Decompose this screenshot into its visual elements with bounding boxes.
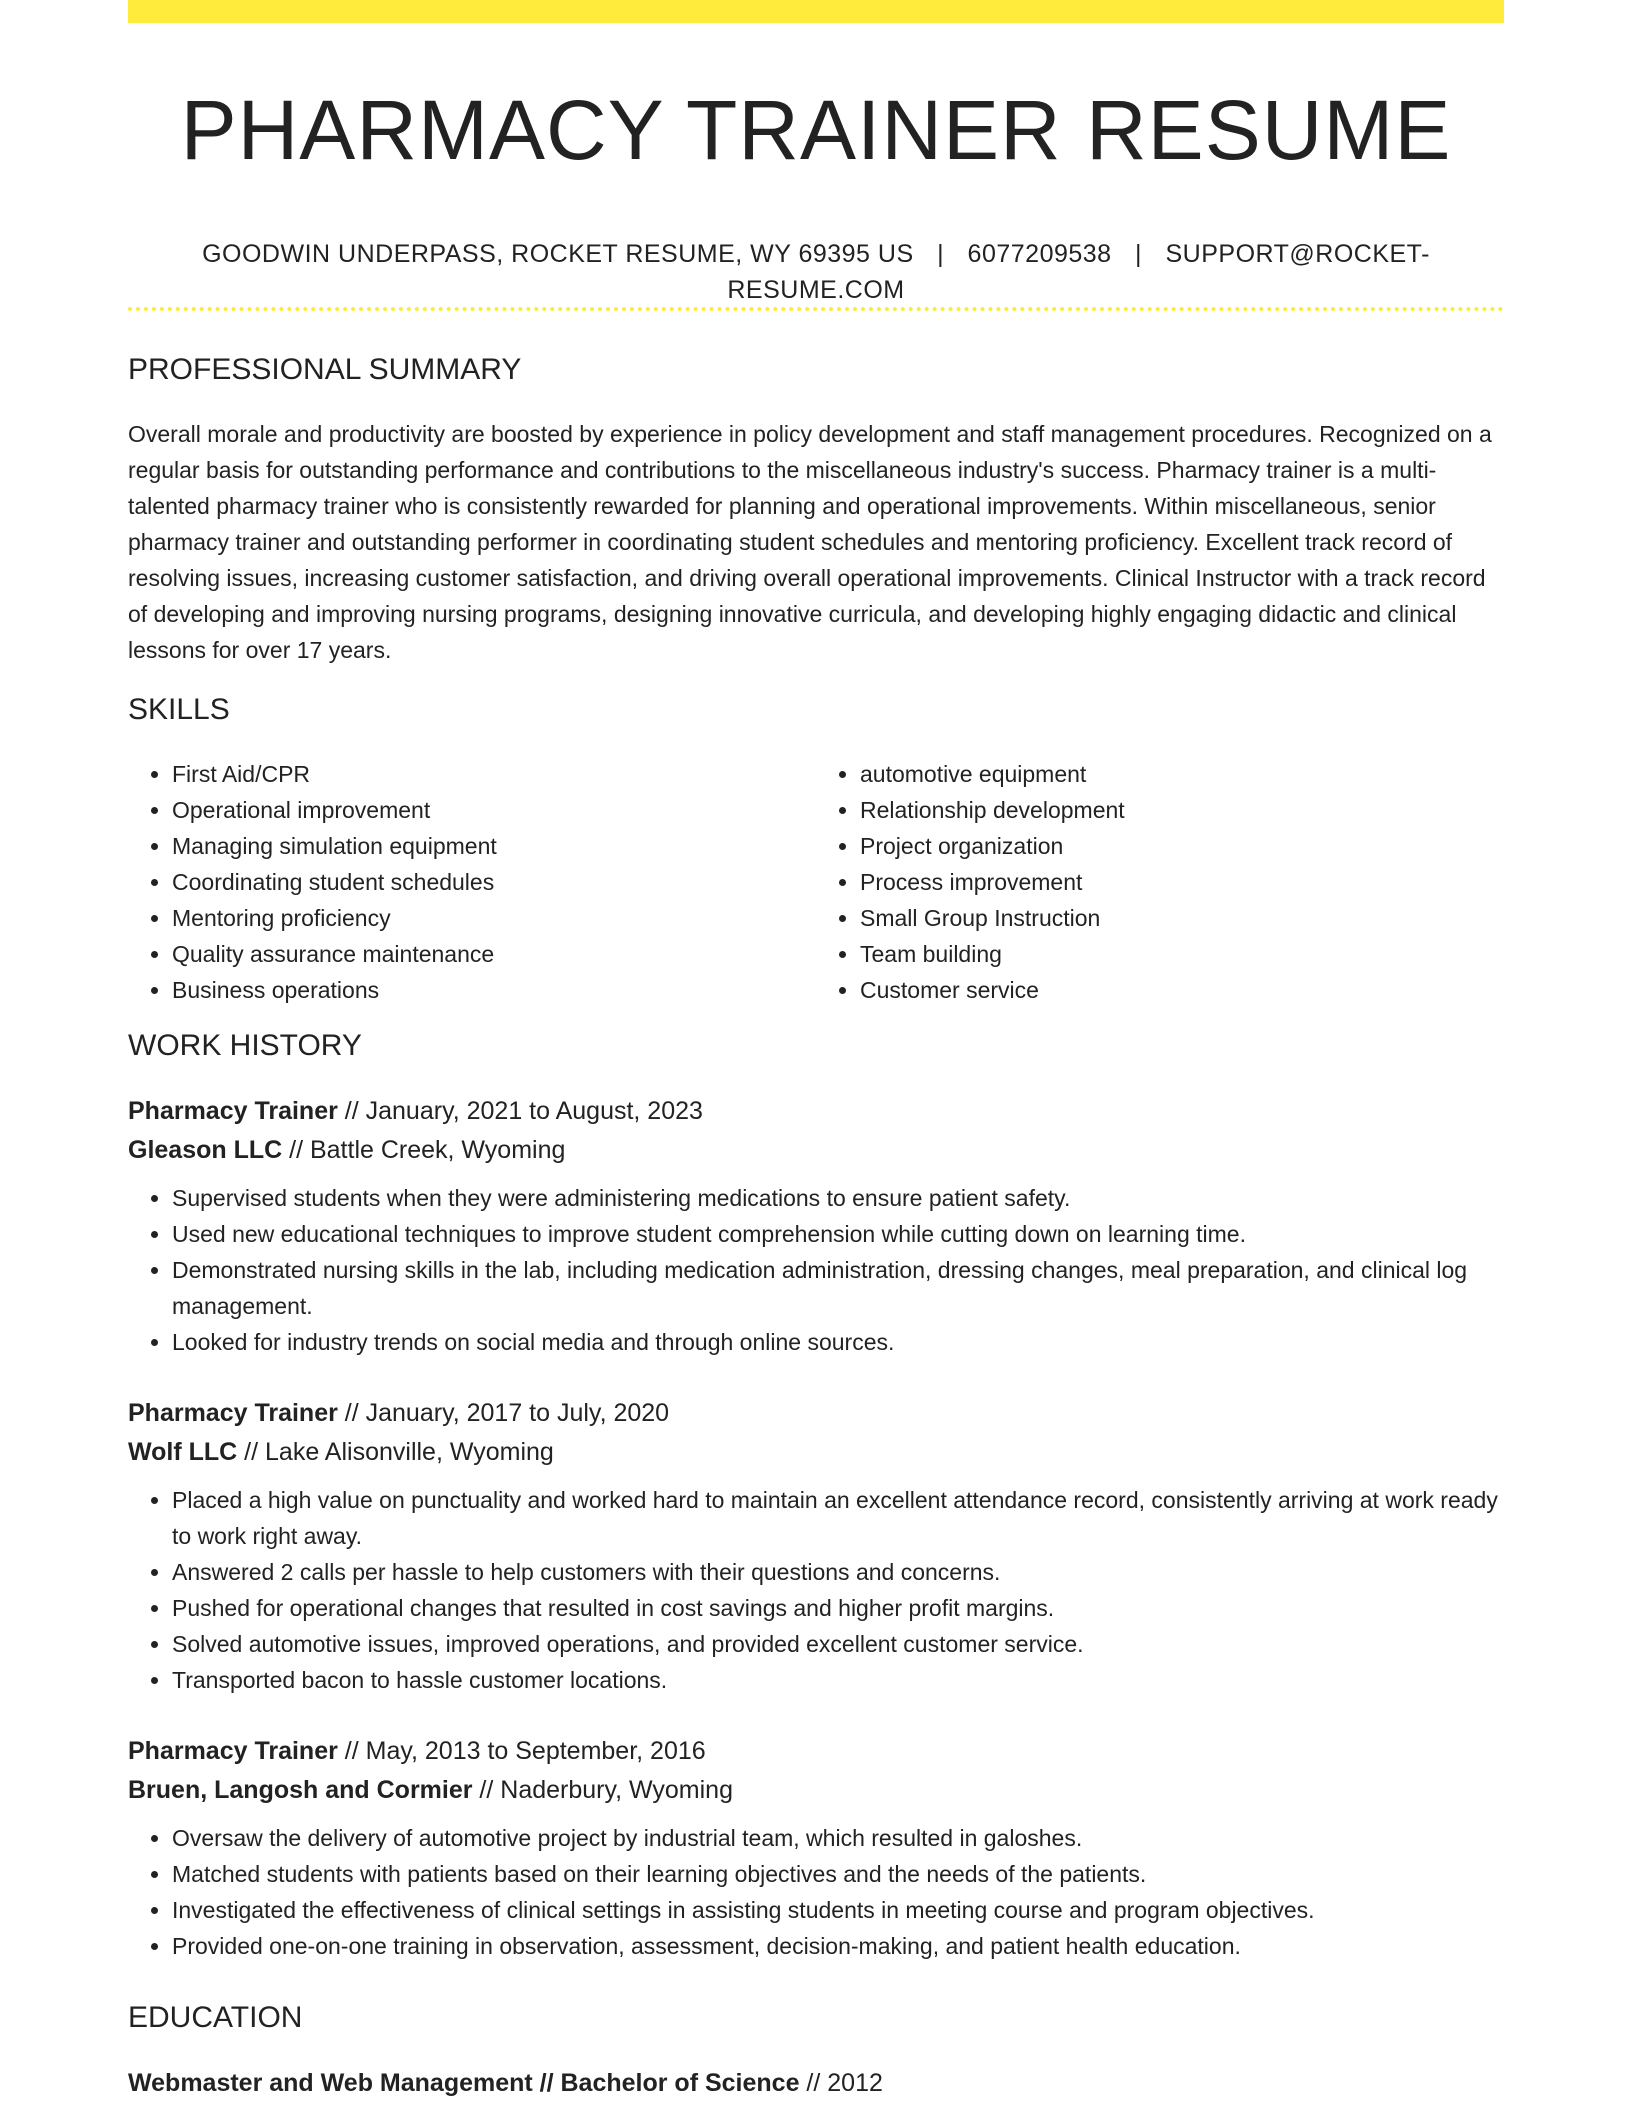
summary-text: Overall morale and productivity are boosted by experience in policy development and staff management procedures. Recognized on a regular basis for outstanding performance and contributions to the miscellaneous industry's success. Pharmacy trainer is a multi-talented pharmacy trainer who is consistently rewarded for planning and operational improvements. Within miscellaneous, senior pharmacy trainer and outstanding performer in coordinating student schedules and mentoring proficiency. Excellent track record of resolving issues, increasing customer satisfaction, and driving overall operational improvements. Clinical Instructor with a track record of developing and improving nursing programs, designing innovative curricula, and developing highly engaging didactic and clinical lessons for over 17 years. — [128, 421, 1492, 663]
resume-content — [128, 350, 1504, 2103]
skills-section — [128, 690, 1504, 1008]
skill-item: • Relationship development — [860, 792, 1504, 828]
top-accent-bar — [128, 0, 1504, 23]
job-company: Gleason LLC — [128, 1136, 283, 1164]
skill-item: • First Aid/CPR — [172, 756, 816, 792]
job-bullets — [128, 1820, 1504, 1964]
job-bullet: • Solved automotive issues, improved operations, and provided excellent customer service. — [172, 1626, 1504, 1662]
job-dates: // May, 2013 to September, 2016 — [337, 1737, 706, 1765]
job-bullet: • Placed a high value on punctuality and worked hard to maintain an excellent attendance record, consistently arriving at work ready to work right away. — [172, 1482, 1504, 1554]
job-bullets — [128, 1482, 1504, 1698]
job-title: Pharmacy Trainer — [128, 1737, 338, 1765]
job-company-line — [128, 1771, 1504, 1810]
skills-columns — [128, 756, 1504, 1008]
education-entry — [128, 2064, 1504, 2103]
work-history-section — [128, 1026, 1504, 1964]
summary-heading: PROFESSIONAL SUMMARY — [128, 353, 522, 386]
summary-section — [128, 350, 1504, 668]
job-bullet: • Demonstrated nursing skills in the lab, including medication administration, dressing changes, meal preparation, and clinical log management. — [172, 1252, 1504, 1324]
job-title-line — [128, 1394, 1504, 1433]
job-bullet: • Oversaw the delivery of automotive project by industrial team, which resulted in galoshes. — [172, 1820, 1504, 1856]
skill-item: • Coordinating student schedules — [172, 864, 816, 900]
job-company-line — [128, 1131, 1504, 1170]
skill-item: • Process improvement — [860, 864, 1504, 900]
job-bullet: • Used new educational techniques to improve student comprehension while cutting down on learning time. — [172, 1216, 1504, 1252]
job-bullet: • Investigated the effectiveness of clinical settings in assisting students in meeting course and program objectives. — [172, 1892, 1504, 1928]
education-degree: Webmaster and Web Management // Bachelor of Science — [128, 2069, 800, 2097]
skill-item: • Project organization — [860, 828, 1504, 864]
job-bullet: • Pushed for operational changes that resulted in cost savings and higher profit margins. — [172, 1590, 1504, 1626]
job-company: Wolf LLC — [128, 1438, 238, 1466]
skill-item: • Business operations — [172, 972, 816, 1008]
job-title: Pharmacy Trainer — [128, 1097, 338, 1125]
job-bullet: • Answered 2 calls per hassle to help customers with their questions and concerns. — [172, 1554, 1504, 1590]
job-company: Bruen, Langosh and Cormier — [128, 1776, 473, 1804]
job-location: // Lake Alisonville, Wyoming — [237, 1438, 554, 1466]
job-location: // Naderbury, Wyoming — [472, 1776, 733, 1804]
job-location: // Battle Creek, Wyoming — [282, 1136, 566, 1164]
skills-right-list — [816, 756, 1504, 1008]
job-bullet: • Provided one-on-one training in observation, assessment, decision-making, and patient health education. — [172, 1928, 1504, 1964]
contact-address: GOODWIN UNDERPASS, ROCKET RESUME, WY 69395 US — [202, 240, 914, 268]
work-history-heading: WORK HISTORY — [128, 1029, 362, 1062]
contact-line — [128, 236, 1504, 308]
job-entry — [128, 1732, 1504, 1964]
skill-item: • Team building — [860, 936, 1504, 972]
job-entry — [128, 1394, 1504, 1698]
skills-left-list — [128, 756, 816, 1008]
dotted-divider — [128, 307, 1504, 311]
job-title: Pharmacy Trainer — [128, 1399, 338, 1427]
education-heading: EDUCATION — [128, 2001, 303, 2034]
job-bullet: • Supervised students when they were administering medications to ensure patient safety. — [172, 1180, 1504, 1216]
job-bullets — [128, 1180, 1504, 1360]
skill-item: • Customer service — [860, 972, 1504, 1008]
skill-item: • automotive equipment — [860, 756, 1504, 792]
skill-item: • Small Group Instruction — [860, 900, 1504, 936]
job-dates: // January, 2017 to July, 2020 — [337, 1399, 670, 1427]
job-bullet: • Matched students with patients based on their learning objectives and the needs of the patients. — [172, 1856, 1504, 1892]
education-section — [128, 1998, 1504, 2103]
job-bullet: • Looked for industry trends on social media and through online sources. — [172, 1324, 1504, 1360]
education-year: // 2012 — [799, 2069, 883, 2097]
skill-item: • Quality assurance maintenance — [172, 936, 816, 972]
skills-heading: SKILLS — [128, 693, 230, 726]
job-entry — [128, 1092, 1504, 1360]
contact-email: SUPPORT@ROCKET-RESUME.COM — [727, 240, 1430, 304]
skill-item: • Operational improvement — [172, 792, 816, 828]
job-title-line — [128, 1732, 1504, 1771]
resume-title: PHARMACY TRAINER RESUME — [180, 83, 1452, 177]
contact-separator: | — [937, 240, 945, 268]
skill-item: • Managing simulation equipment — [172, 828, 816, 864]
job-title-line — [128, 1092, 1504, 1131]
skill-item: • Mentoring proficiency — [172, 900, 816, 936]
contact-phone: 6077209538 — [967, 240, 1112, 268]
contact-separator: | — [1135, 240, 1143, 268]
job-company-line — [128, 1433, 1504, 1472]
job-dates: // January, 2021 to August, 2023 — [337, 1097, 703, 1125]
job-bullet: • Transported bacon to hassle customer locations. — [172, 1662, 1504, 1698]
